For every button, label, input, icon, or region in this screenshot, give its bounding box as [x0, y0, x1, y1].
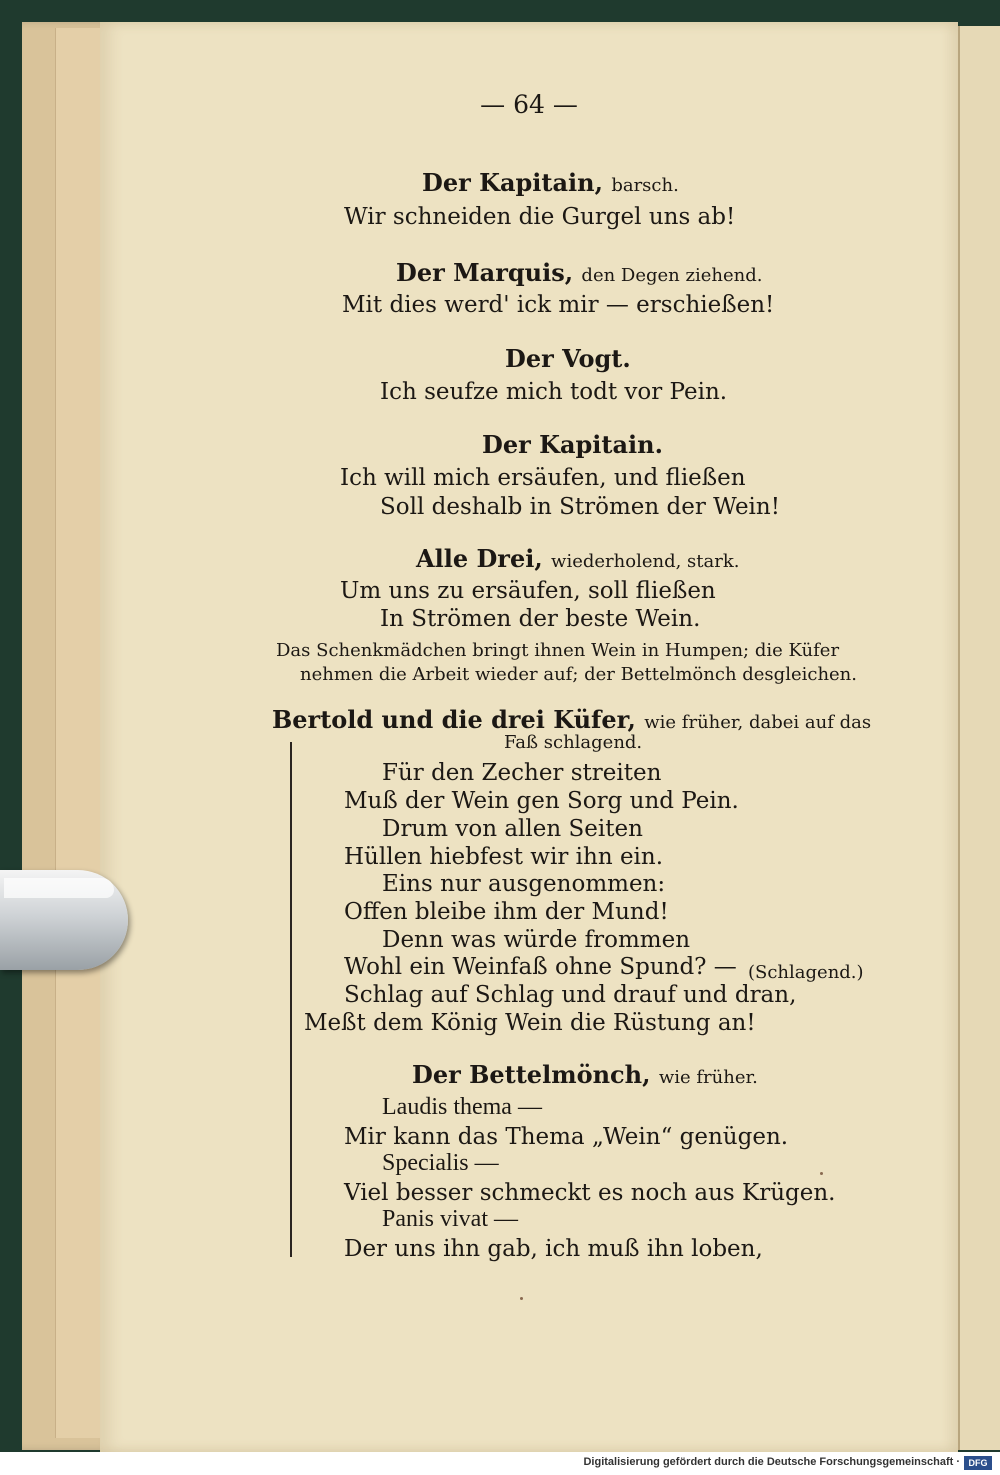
stage-direction: wie früher, dabei auf das: [644, 712, 872, 733]
verse-bracket-line: [290, 742, 292, 1257]
speaker-name: Der Kapitain.: [482, 430, 663, 459]
stage-direction: (Schlagend.): [748, 962, 864, 983]
next-page-edge: [958, 26, 1000, 1450]
book-cover-inner: [55, 28, 104, 1438]
stage-direction: wiederholend, stark.: [551, 551, 740, 572]
verse-line: Meßt dem König Wein die Rüstung an!: [304, 1010, 756, 1036]
speaker-name: Der Bettelmönch,: [412, 1060, 651, 1089]
dfg-logo: DFG: [964, 1456, 992, 1470]
verse-line: Schlag auf Schlag und drauf und dran,: [344, 982, 797, 1008]
verse-line: Ich seufze mich todt vor Pein.: [380, 379, 728, 405]
verse-line: Viel besser schmeckt es noch aus Krügen.: [344, 1180, 836, 1206]
speaker-name: Der Vogt.: [505, 344, 631, 373]
latin-line: Laudis thema —: [382, 1094, 542, 1120]
book-page: [100, 22, 958, 1452]
stage-direction: barsch.: [611, 175, 679, 196]
funding-notice: Digitalisierung gefördert durch die Deutsche Forschungsgemeinschaft ·: [583, 1456, 960, 1468]
verse-line: Denn was würde frommen: [382, 927, 691, 953]
stage-direction: wie früher.: [658, 1067, 758, 1088]
verse-line: Offen bleibe ihm der Mund!: [344, 899, 669, 925]
page-number: — 64 —: [480, 90, 578, 119]
speaker-heading: [416, 544, 739, 573]
stage-direction: nehmen die Arbeit wieder auf; der Bettelmönch desgleichen.: [300, 664, 857, 685]
verse-line: Ich will mich ersäufen, und fließen: [340, 465, 746, 491]
speaker-name: Der Marquis,: [396, 258, 574, 287]
verse-line: In Strömen der beste Wein.: [380, 606, 701, 632]
verse-line: Hüllen hiebfest wir ihn ein.: [344, 844, 664, 870]
stage-direction: Das Schenkmädchen bringt ihnen Wein in Humpen; die Küfer: [276, 640, 840, 661]
speaker-heading: [505, 344, 631, 373]
paper-speck: [520, 1297, 523, 1300]
stage-direction: Faß schlagend.: [504, 732, 643, 753]
verse-line: Für den Zecher streiten: [382, 760, 662, 786]
speaker-heading: [272, 705, 871, 734]
speaker-heading: [412, 1060, 758, 1089]
verse-line: Drum von allen Seiten: [382, 816, 643, 842]
speaker-heading: [482, 430, 663, 459]
speaker-name: Der Kapitain,: [422, 168, 603, 197]
verse-line: Eins nur ausgenommen:: [382, 871, 666, 897]
verse-line: Der uns ihn gab, ich muß ihn loben,: [344, 1236, 763, 1262]
speaker-heading: [422, 168, 679, 197]
verse-line: Mit dies werd' ick mir — erschießen!: [342, 292, 775, 318]
speaker-name: Bertold und die drei Küfer,: [272, 705, 636, 734]
verse-line: Muß der Wein gen Sorg und Pein.: [344, 788, 739, 814]
latin-line: Panis vivat —: [382, 1206, 518, 1232]
latin-line: Specialis —: [382, 1150, 499, 1176]
speaker-name: Alle Drei,: [416, 544, 543, 573]
verse-line: Wir schneiden die Gurgel uns ab!: [344, 204, 736, 230]
page-clip-highlight: [4, 878, 114, 898]
stage-direction: den Degen ziehend.: [581, 265, 763, 286]
verse-line: Mir kann das Thema „Wein“ genügen.: [344, 1124, 789, 1150]
verse-line: Soll deshalb in Strömen der Wein!: [380, 494, 780, 520]
verse-line: Um uns zu ersäufen, soll fließen: [340, 578, 716, 604]
verse-line: Wohl ein Weinfaß ohne Spund? —: [344, 954, 737, 980]
speaker-heading: [396, 258, 762, 287]
paper-speck: [820, 1172, 823, 1175]
